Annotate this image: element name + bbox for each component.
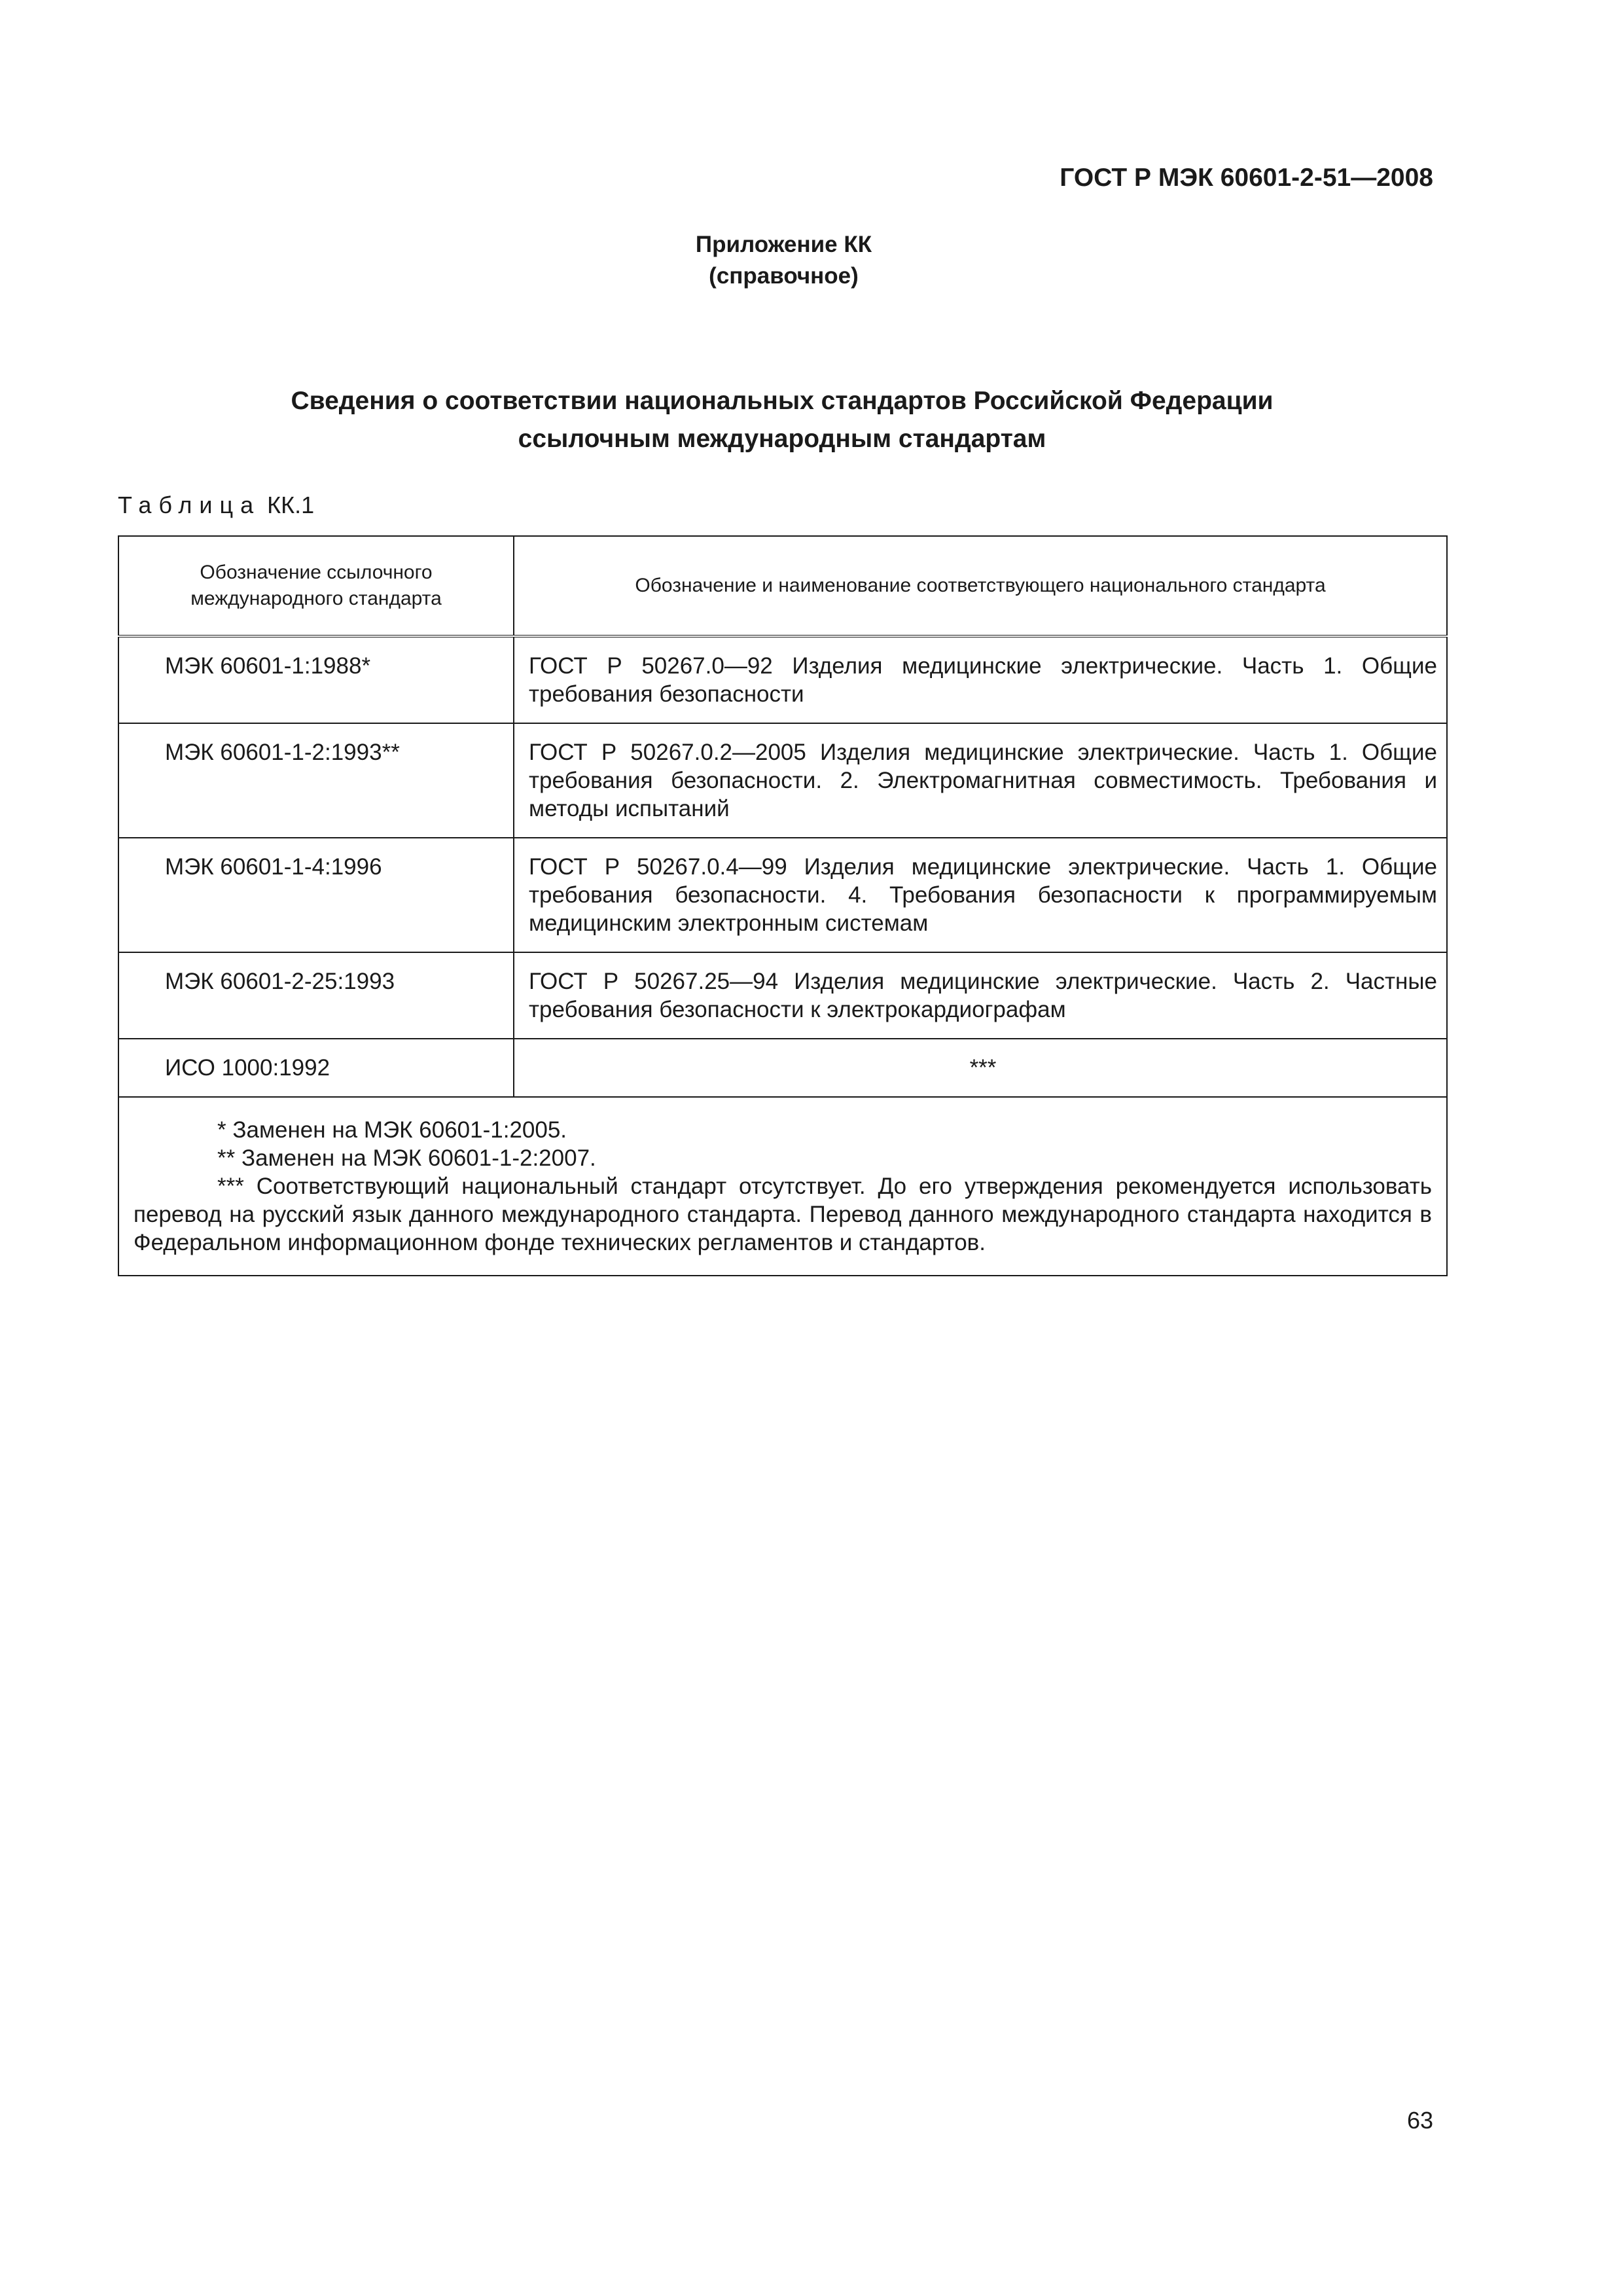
national-standard-cell: ГОСТ Р 50267.0.2—2005 Изделия медицинские электрические. Часть 1. Общие требования безопасности. 2. Электромагнитная совместимость. Требования и методы испытаний — [514, 723, 1447, 838]
correspondence-table — [118, 535, 1448, 1276]
correspondence-table-wrapper — [118, 535, 1446, 1276]
document-code: ГОСТ Р МЭК 60601-2-51—2008 — [1060, 164, 1433, 192]
table-caption — [118, 489, 314, 522]
header-international-standard: Обозначение ссылочного международного стандарта — [118, 536, 514, 636]
table-caption-word: Таблица — [118, 492, 261, 518]
table-row — [118, 723, 1447, 838]
table-row — [118, 838, 1447, 952]
section-title-line-1: Сведения о соответствии национальных стандартов Российской Федерации — [291, 387, 1274, 415]
national-standard-cell: ГОСТ Р 50267.0—92 Изделия медицинские электрические. Часть 1. Общие требования безопасности — [514, 636, 1447, 723]
international-standard-cell: МЭК 60601-2-25:1993 — [118, 952, 514, 1039]
footnote-2: ** Заменен на МЭК 60601-1-2:2007. — [217, 1145, 596, 1171]
table-caption-id: КК.1 — [267, 492, 315, 518]
national-standard-cell: ГОСТ Р 50267.25—94 Изделия медицинские электрические. Часть 2. Частные требования безопасности к электрокардиографам — [514, 952, 1447, 1039]
header-national-standard: Обозначение и наименование соответствующего национального стандарта — [514, 536, 1447, 636]
page-number: 63 — [1406, 2107, 1433, 2134]
international-standard-cell: МЭК 60601-1-4:1996 — [118, 838, 514, 952]
appendix-heading — [0, 229, 1567, 292]
appendix-type: (справочное) — [709, 263, 859, 289]
table-notes — [118, 1097, 1447, 1276]
table-notes-row — [118, 1097, 1447, 1276]
national-standard-cell: *** — [514, 1039, 1447, 1097]
section-title-line-2: ссылочным международным стандартам — [518, 425, 1046, 453]
table-row — [118, 952, 1447, 1039]
international-standard-cell: МЭК 60601-1-2:1993** — [118, 723, 514, 838]
section-title — [118, 382, 1446, 458]
table-header-row — [118, 536, 1447, 636]
footnote-3: *** Соответствующий национальный стандарт отсутствует. До его утверждения рекомендуется использовать перевод на русский язык данного международного стандарта. Перевод данного международного стандарта находится в Федеральном информационном фонде технических регламентов и стандартов. — [134, 1174, 1432, 1255]
appendix-title: Приложение КК — [695, 232, 872, 257]
international-standard-cell: МЭК 60601-1:1988* — [118, 636, 514, 723]
table-row — [118, 1039, 1447, 1097]
national-standard-cell: ГОСТ Р 50267.0.4—99 Изделия медицинские электрические. Часть 1. Общие требования безопасности. 4. Требования безопасности к программируемым медицинским электронным системам — [514, 838, 1447, 952]
international-standard-cell: ИСО 1000:1992 — [118, 1039, 514, 1097]
footnote-1: * Заменен на МЭК 60601-1:2005. — [217, 1117, 567, 1143]
table-row — [118, 636, 1447, 723]
